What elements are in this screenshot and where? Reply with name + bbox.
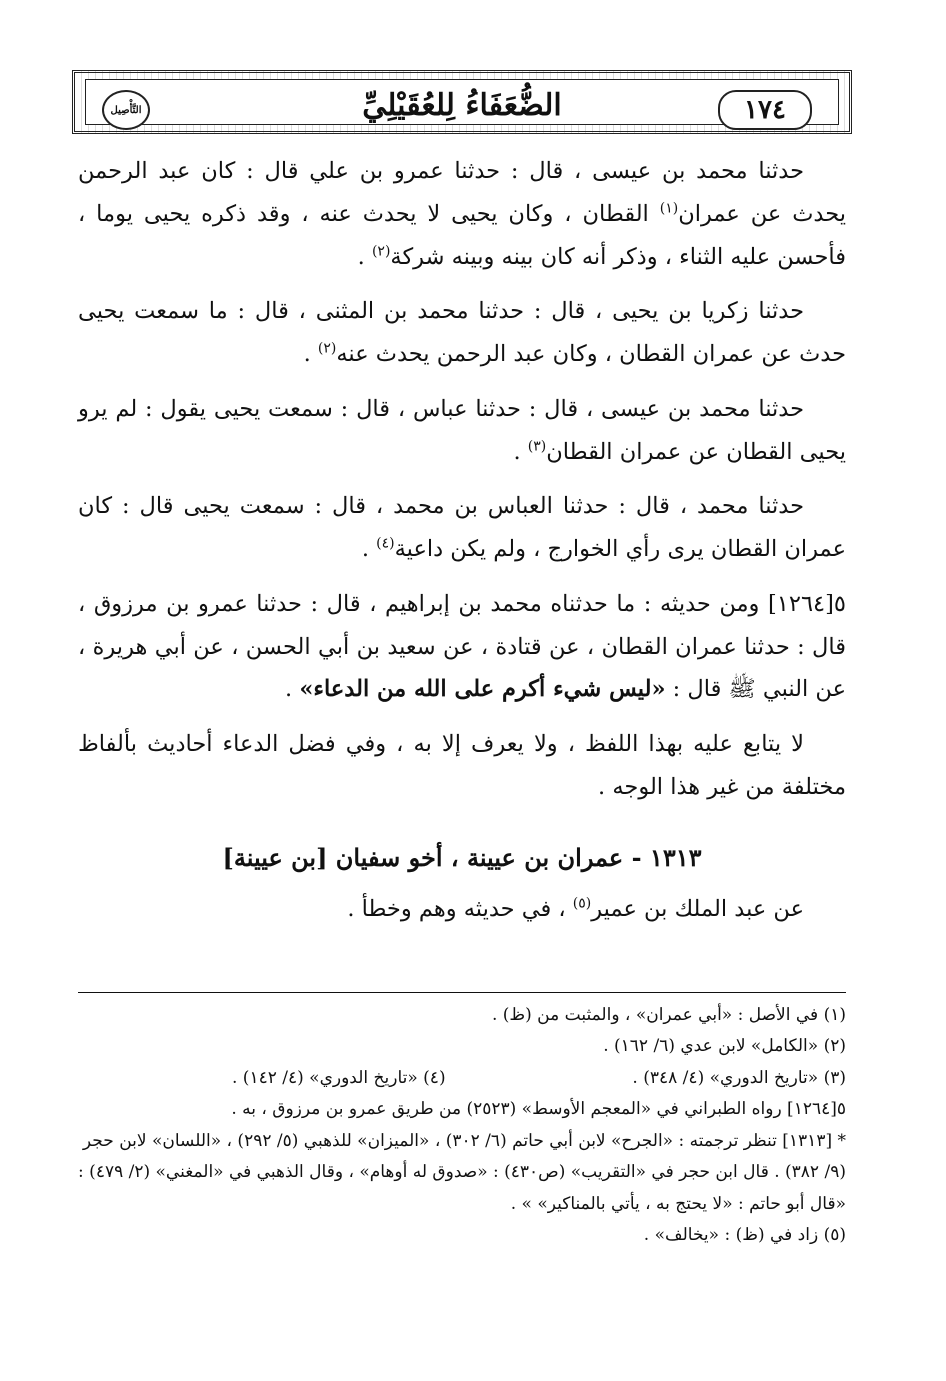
entry-text-a: عن عبد الملك بن عمير	[591, 896, 804, 923]
footnote-3: (٣) «تاريخ الدوري» (٤/ ٣٤٨) .	[632, 1067, 846, 1088]
footnote-ref-2b: (٢)	[317, 340, 337, 357]
paragraph-4-text-b: .	[361, 536, 377, 562]
running-title: الضُّعَفَاءُ لِلعُقَيْلِيِّ	[362, 88, 562, 123]
publisher-ornament-icon: التَّأْصِيل	[102, 90, 150, 130]
footnote-ref-3: (٣)	[527, 438, 547, 454]
paragraph-1	[78, 150, 846, 278]
paragraph-1-text-b: القطان ، وكان يحيى لا يحدث عنه ، وقد ذكره يحيى يوما ، فأحسن عليه الثناء ، وذكر أنه كان بينه وبينه شركة	[78, 200, 846, 270]
paragraph-2-text-b: .	[303, 341, 318, 367]
footnote-5: (٥) زاد في (ظ) : «يخالف» .	[643, 1225, 846, 1246]
hadith-text-end: .	[285, 676, 300, 703]
paragraph-2-text-a: حدثنا زكريا بن يحيى ، قال : حدثنا محمد بن المثنى ، قال : ما سمعت يحيى حدث عن عمران القطان ، وكان عبد الرحمن يحدث عنه	[78, 298, 846, 367]
entry-heading: ١٣١٣ - عمران بن عيينة ، أخو سفيان [بن عيينة]	[222, 842, 702, 872]
hadith-paragraph	[78, 583, 846, 711]
entry-line	[78, 888, 846, 931]
hadith-text: ٥[١٢٦٤] ومن حديثه : ما حدثناه محمد بن إبراهيم ، قال : حدثنا عمرو بن مرزوق ، قال : حدثنا عمران القطان ، عن قتادة ، عن سعيد بن أبي الحسن ، عن أبي هريرة ، عن النبي ﷺ قال :	[78, 590, 846, 703]
paragraph-4	[78, 485, 846, 571]
footnote-divider	[78, 992, 846, 993]
paragraph-2	[78, 290, 846, 376]
entry-text-b: ، في حديثه وهم وخطأ .	[347, 896, 573, 923]
footnotes	[72, 1000, 846, 1252]
footnote-entry: * [١٣١٣] تنظر ترجمته : «الجرح» لابن أبي حاتم (٦/ ٣٠٢) ، «الميزان» للذهبي (٥/ ٢٩٢) ، «اللسان» لابن حجر (٩/ ٣٨٢) . قال ابن حجر في «التقريب» (ص٤٣٠) : «صدوق له أوهام» ، وقال الذهبي في «المغني» (٢/ ٤٧٩) : «قال أبو حاتم : «لا يحتج به ، يأتي بالمناكير» » .	[78, 1130, 846, 1214]
footnote-1: (١) في الأصل : «أبي عمران» ، والمثبت من (ظ) .	[491, 1005, 846, 1025]
footnote-4: (٤) «تاريخ الدوري» (٤/ ١٤٢) .	[232, 1067, 446, 1088]
header-inner-frame	[85, 79, 839, 125]
footnote-ref-1: (١)	[659, 200, 679, 217]
page-header	[72, 70, 852, 134]
page-number: ١٧٤	[718, 90, 812, 130]
main-text	[78, 150, 846, 931]
paragraph-1-text-a: حدثنا محمد بن عيسى ، قال : حدثنا عمرو بن علي قال : كان عبد الرحمن يحدث عن عمران	[78, 158, 846, 227]
footnote-row-3-4	[72, 1063, 846, 1094]
paragraph-3-text-a: حدثنا محمد بن عيسى ، قال : حدثنا عباس ، قال : سمعت يحيى يقول : لم يرو يحيى القطان عن عمران القطان	[78, 395, 846, 465]
footnote-ref-5: (٥)	[572, 895, 592, 912]
paragraph-4-text-a: حدثنا محمد ، قال : حدثنا العباس بن محمد ، قال : سمعت يحيى قال : كان عمران القطان يرى رأي الخوارج ، ولم يكن داعية	[78, 493, 846, 562]
paragraph-3	[78, 388, 846, 474]
hadith-quote: «ليس شيء أكرم على الله من الدعاء»	[299, 676, 666, 703]
footnote-hadith: ٥[١٢٦٤] رواه الطبراني في «المعجم الأوسط» (٢٥٢٣) من طريق عمرو بن مرزوق ، به .	[231, 1099, 846, 1120]
footnote-ref-2: (٢)	[371, 243, 391, 259]
commentary-paragraph	[78, 723, 846, 809]
footnote-ref-4: (٤)	[376, 535, 395, 552]
paragraph-3-text-b: .	[513, 438, 528, 465]
paragraph-1-text-c: .	[357, 243, 372, 270]
commentary-text: لا يتابع عليه بهذا اللفظ ، ولا يعرف إلا به ، وفي فضل الدعاء أحاديث بألفاظ مختلفة من غير هذا الوجه .	[78, 731, 846, 800]
footnote-2: (٢) «الكامل» لابن عدي (٦/ ١٦٢) .	[603, 1036, 846, 1057]
